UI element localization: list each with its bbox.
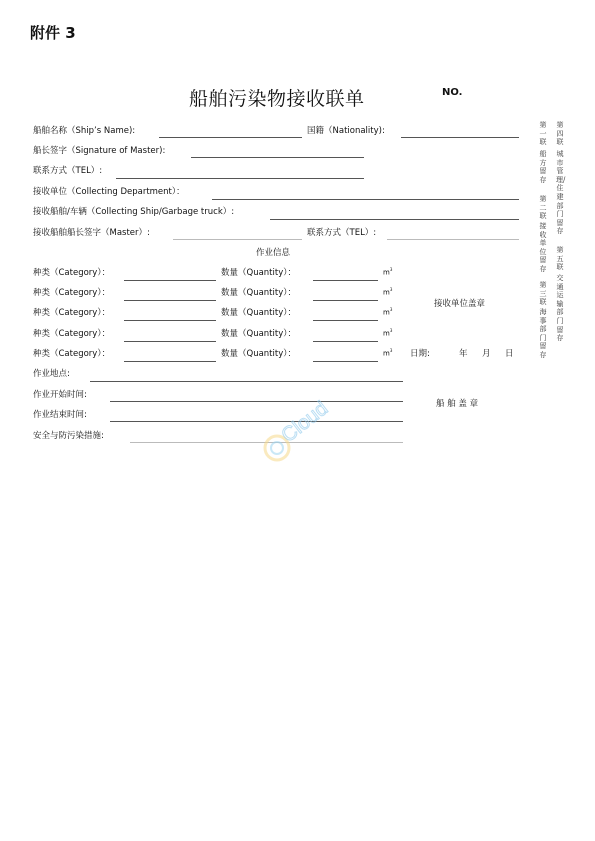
quantity-label: 数量（Quantity）： [221, 329, 296, 339]
collecting-ship-label: 接收船舶/车辆（Collecting Ship/Garbage truck）: [33, 207, 235, 217]
end-time-field[interactable] [110, 421, 403, 422]
quantity-field[interactable] [313, 320, 378, 321]
copy-note-third-holder: 海事部门留存 [539, 308, 547, 359]
date-year-label: 年 [459, 349, 468, 359]
unit-label: $m^3$ [383, 267, 393, 277]
category-field[interactable] [124, 341, 216, 342]
category-label: 种类（Category）： [33, 308, 111, 318]
form-title: 船舶污染物接收联单 [189, 88, 365, 110]
quantity-label: 数量（Quantity）： [221, 288, 296, 298]
copy-note-fourth: 第四联 [556, 121, 564, 147]
attachment-label: 附件 3 [30, 24, 76, 42]
quantity-field[interactable] [313, 341, 378, 342]
tel-field[interactable] [116, 178, 364, 179]
quantity-field[interactable] [313, 280, 378, 281]
icloud-watermark-logo [260, 378, 350, 472]
receiver-seal-label: 接收单位盖章 [434, 299, 486, 309]
date-label: 日期: [410, 349, 430, 359]
category-label: 种类（Category）： [33, 288, 111, 298]
category-field[interactable] [124, 280, 216, 281]
end-time-label: 作业结束时间: [33, 410, 87, 420]
quantity-label: 数量（Quantity）： [221, 308, 296, 318]
unit-label: $m^3$ [383, 328, 393, 338]
quantity-field[interactable] [313, 300, 378, 301]
category-field[interactable] [124, 320, 216, 321]
category-field[interactable] [124, 361, 216, 362]
ship-seal-label: 船 舶 盖 章 [436, 399, 479, 409]
category-field[interactable] [124, 300, 216, 301]
copy-note-second: 第二联 [539, 195, 547, 221]
copy-note-second-holder: 接收单位留存 [539, 222, 547, 273]
tel-label-2: 联系方式（TEL）: [307, 228, 377, 238]
collecting-department-label: 接收单位（Collecting Department）： [33, 187, 185, 197]
copy-note-first: 第一联 [539, 121, 547, 147]
date-day-label: 日 [505, 349, 514, 359]
quantity-label: 数量（Quantity）： [221, 349, 296, 359]
quantity-field[interactable] [313, 361, 378, 362]
unit-label: $m^3$ [383, 287, 393, 297]
unit-label: $m^3$ [383, 348, 393, 358]
master-signature-label: 船长签字（Signature of Master): [33, 146, 166, 156]
copy-note-fourth-holder: 城市管理/住建部门留存 [556, 150, 566, 236]
unit-label: $m^3$ [383, 307, 393, 317]
copy-note-fifth: 第五联 [556, 246, 564, 272]
category-label: 种类（Category）： [33, 268, 111, 278]
ship-name-field[interactable] [159, 137, 302, 138]
start-time-field[interactable] [110, 401, 403, 402]
master-signature-field[interactable] [191, 157, 364, 158]
copy-note-first-holder: 船方留存 [539, 150, 547, 184]
safety-measures-label: 安全与防污染措施: [33, 431, 104, 441]
operation-info-heading: 作业信息 [256, 248, 291, 258]
quantity-label: 数量（Quantity）： [221, 268, 296, 278]
ship-name-label: 船舶名称（Ship’s Name): [33, 126, 136, 136]
date-month-label: 月 [482, 349, 491, 359]
start-time-label: 作业开始时间: [33, 390, 87, 400]
location-label: 作业地点: [33, 369, 70, 379]
category-label: 种类（Category）： [33, 349, 111, 359]
nationality-field[interactable] [401, 137, 519, 138]
location-field[interactable] [90, 381, 403, 382]
receiving-master-field[interactable] [173, 239, 302, 240]
nationality-label: 国籍（Nationality): [307, 126, 385, 136]
receiving-master-label: 接收船舶船长签字（Master）: [33, 228, 150, 238]
copy-note-fifth-holder: 交通运输部门留存 [556, 274, 564, 343]
collecting-department-field[interactable] [212, 199, 519, 200]
tel-field-2[interactable] [387, 239, 519, 240]
svg-text:Cloud: Cloud [277, 397, 333, 447]
collecting-ship-field[interactable] [270, 219, 519, 220]
tel-label: 联系方式（TEL）: [33, 166, 103, 176]
form-number-label: NO. [442, 87, 463, 98]
category-label: 种类（Category）： [33, 329, 111, 339]
copy-note-third: 第三联 [539, 281, 547, 307]
